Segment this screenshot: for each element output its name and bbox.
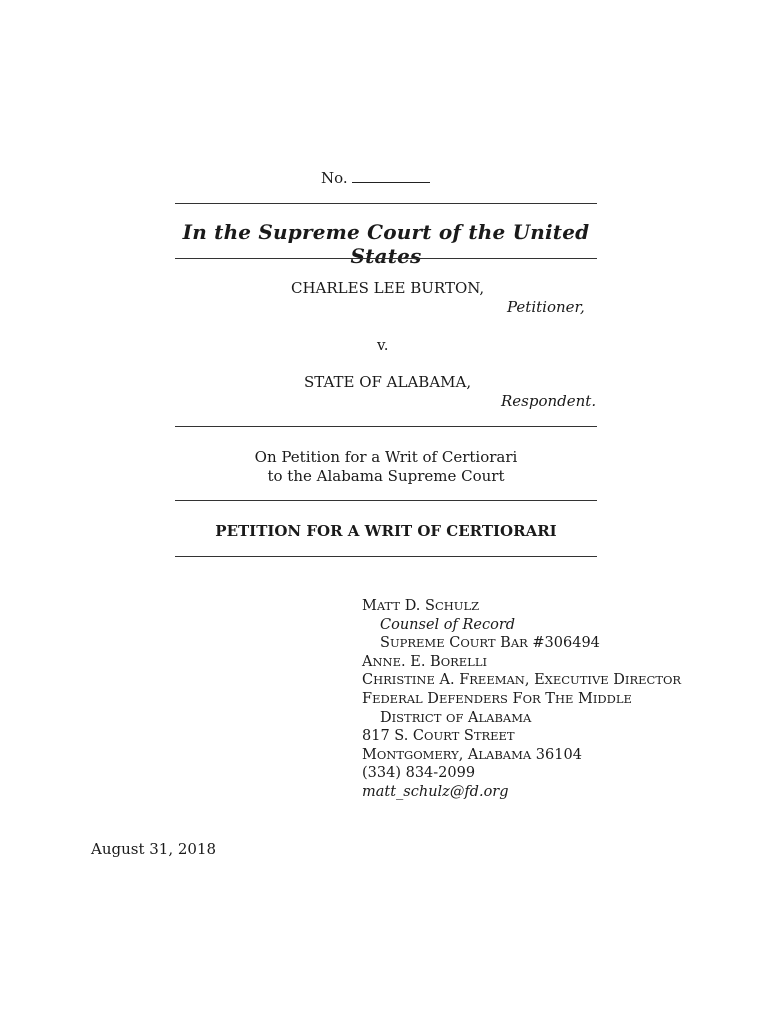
rule-5 <box>175 556 597 557</box>
counsel-bar-number: SUPREME COURT BAR #306494 <box>380 635 600 652</box>
court-title: In the Supreme Court of the United States <box>182 220 590 268</box>
petitioner-name: CHARLES LEE BURTON, <box>291 279 485 297</box>
docket-label: No. <box>321 169 348 187</box>
phone-number: (334) 834-2099 <box>362 765 476 782</box>
counsel-role: Counsel of Record <box>380 616 516 633</box>
docket-blank-line <box>352 170 430 183</box>
rule-2 <box>175 258 597 259</box>
email-address: matt_schulz@fd.org <box>362 783 509 800</box>
filing-date: August 31, 2018 <box>91 840 217 858</box>
document-title: PETITION FOR A WRIT OF CERTIORARI <box>215 522 557 540</box>
petition-to-line1: On Petition for a Writ of Certiorari <box>254 448 518 466</box>
rule-1 <box>175 203 597 204</box>
organization-line2: DISTRICT OF ALABAMA <box>380 709 532 726</box>
rule-3 <box>175 426 597 427</box>
co-counsel-borelli: ANNE. E. BORELLI <box>362 653 488 670</box>
petitioner-role: Petitioner, <box>507 298 585 316</box>
city-state-zip: MONTGOMERY, ALABAMA 36104 <box>362 746 582 763</box>
petition-to <box>175 448 597 486</box>
counsel-name: MATT D. SCHULZ <box>362 598 480 614</box>
counsel-block <box>362 597 681 802</box>
docket-number <box>321 169 430 188</box>
respondent-role: Respondent. <box>501 392 597 410</box>
rule-4 <box>175 500 597 501</box>
co-counsel-freeman: CHRISTINE A. FREEMAN, EXECUTIVE DIRECTOR <box>362 672 682 689</box>
street-address: 817 S. COURT STREET <box>362 728 515 745</box>
versus: v. <box>377 336 389 354</box>
petition-to-line2: to the Alabama Supreme Court <box>267 467 505 485</box>
organization-line1: FEDERAL DEFENDERS FOR THE MIDDLE <box>362 690 632 707</box>
respondent-name: STATE OF ALABAMA, <box>304 373 472 391</box>
